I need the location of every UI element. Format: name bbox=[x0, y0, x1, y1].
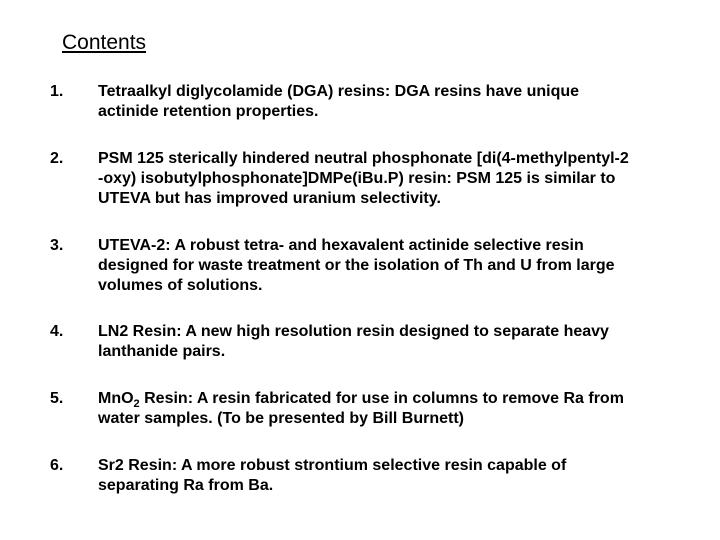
item-number: 4. bbox=[50, 323, 64, 340]
item-number: 1. bbox=[50, 83, 64, 100]
item-line-part: MnO bbox=[98, 390, 134, 407]
item-line: volumes of solutions. bbox=[98, 277, 263, 294]
item-text bbox=[98, 149, 708, 209]
item-number: 5. bbox=[50, 390, 64, 407]
subscript: 2 bbox=[133, 398, 140, 410]
item-line bbox=[98, 389, 708, 409]
item-line: actinide retention properties. bbox=[98, 103, 319, 120]
item-text bbox=[98, 82, 708, 122]
item-line: Sr2 Resin: A more robust strontium selective resin capable of bbox=[98, 457, 567, 474]
item-line-part: Resin: A resin fabricated for use in columns to remove Ra from bbox=[139, 390, 624, 407]
item-text bbox=[98, 456, 708, 496]
item-number: 2. bbox=[50, 150, 64, 167]
item-line: Tetraalkyl diglycolamide (DGA) resins: DGA resins have unique bbox=[98, 83, 580, 100]
item-line: separating Ra from Ba. bbox=[98, 477, 274, 494]
item-line: UTEVA but has improved uranium selectivity. bbox=[98, 190, 441, 207]
item-text bbox=[98, 389, 708, 429]
item-text bbox=[98, 236, 708, 296]
item-text bbox=[98, 322, 708, 362]
item-line: PSM 125 sterically hindered neutral phosphonate [di(4-methylpentyl-2 bbox=[98, 150, 629, 167]
item-number: 6. bbox=[50, 457, 64, 474]
item-line: designed for waste treatment or the isolation of Th and U from large bbox=[98, 257, 615, 274]
item-line: UTEVA-2: A robust tetra- and hexavalent actinide selective resin bbox=[98, 237, 584, 254]
item-line: -oxy) isobutylphosphonate]DMPe(iBu.P) resin: PSM 125 is similar to bbox=[98, 170, 616, 187]
item-line: water samples. (To be presented by Bill Burnett) bbox=[98, 410, 464, 427]
item-line: LN2 Resin: A new high resolution resin designed to separate heavy bbox=[98, 323, 609, 340]
page-title: Contents bbox=[62, 31, 147, 54]
item-line: lanthanide pairs. bbox=[98, 343, 226, 360]
item-number: 3. bbox=[50, 237, 64, 254]
